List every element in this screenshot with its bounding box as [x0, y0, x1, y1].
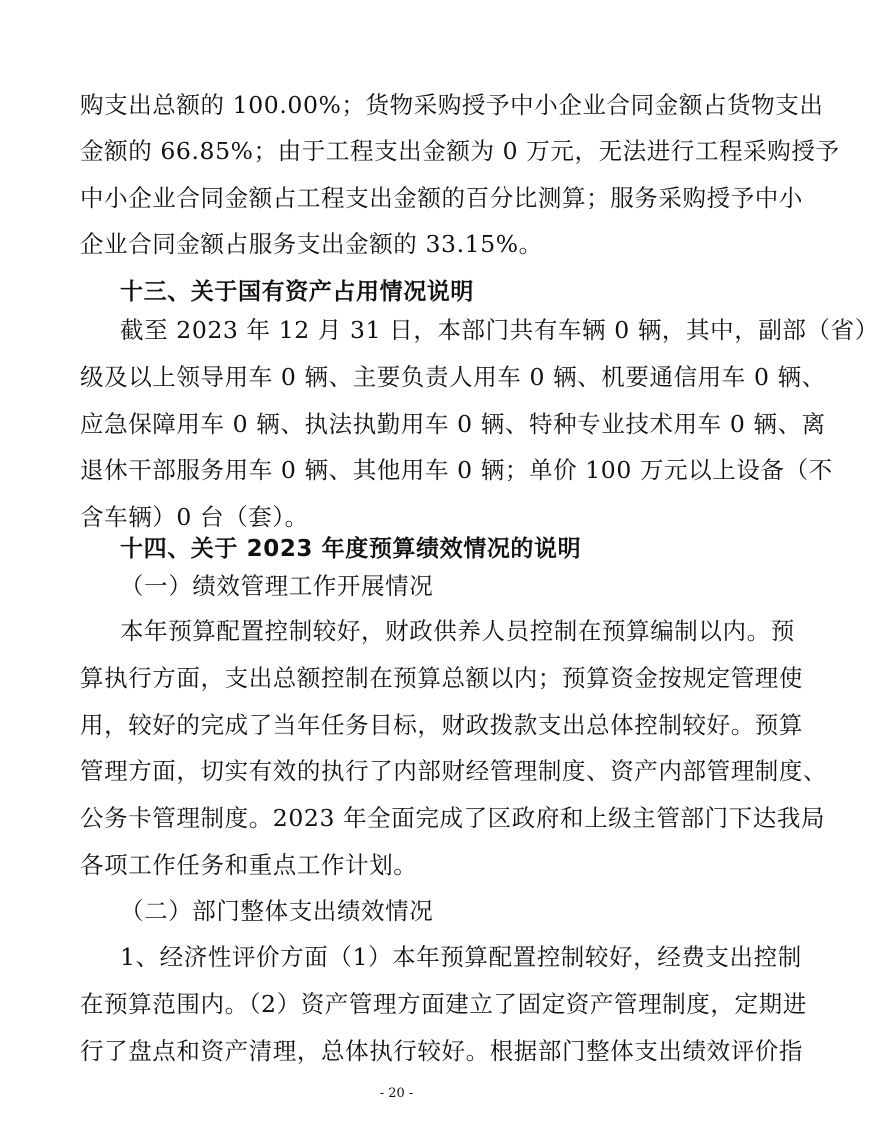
section-heading-13: 十三、关于国有资产占用情况说明 — [120, 279, 474, 305]
paragraph-line: 含车辆）0 台（套）。 — [80, 503, 309, 531]
paragraph-line: 级及以上领导用车 0 辆、主要负责人用车 0 辆、机要通信用车 0 辆、 — [80, 363, 826, 391]
subsection-heading-2: （二）部门整体支出绩效情况 — [120, 897, 434, 925]
paragraph-line: 行了盘点和资产清理，总体执行较好。根据部门整体支出绩效评价指 — [80, 1037, 803, 1065]
paragraph-line: 应急保障用车 0 辆、执法执勤用车 0 辆、特种专业技术用车 0 辆、离 — [80, 410, 826, 438]
section-heading-14: 十四、关于 2023 年度预算绩效情况的说明 — [120, 536, 582, 562]
paragraph-line: 购支出总额的 100.00%；货物采购授予中小企业合同金额占货物支出 — [80, 91, 824, 119]
paragraph-line: 算执行方面，支出总额控制在预算总额以内；预算资金按规定管理使 — [80, 664, 803, 692]
paragraph-line: 中小企业合同金额占工程支出金额的百分比测算；服务采购授予中小 — [80, 184, 803, 212]
paragraph-line: 企业合同金额占服务支出金额的 33.15%。 — [80, 230, 543, 258]
paragraph-line: 退休干部服务用车 0 辆、其他用车 0 辆；单价 100 万元以上设备（不 — [80, 456, 833, 484]
paragraph-line: 管理方面，切实有效的执行了内部财经管理制度、资产内部管理制度、 — [80, 757, 828, 785]
paragraph-line: 本年预算配置控制较好，财政供养人员控制在预算编制以内。预 — [120, 617, 795, 645]
paragraph-line: 公务卡管理制度。2023 年全面完成了区政府和上级主管部门下达我局 — [80, 804, 826, 832]
page-number: - 20 - — [379, 1086, 414, 1101]
paragraph-line: 1、经济性评价方面（1）本年预算配置控制较好，经费支出控制 — [120, 943, 802, 971]
paragraph-line: 在预算范围内。（2）资产管理方面建立了固定资产管理制度，定期进 — [80, 990, 807, 1018]
paragraph-line: 用，较好的完成了当年任务目标，财政拨款支出总体控制较好。预算 — [80, 711, 803, 739]
paragraph-line: 各项工作任务和重点工作计划。 — [80, 851, 418, 879]
subsection-heading-1: （一）绩效管理工作开展情况 — [120, 572, 434, 600]
paragraph-line: 截至 2023 年 12 月 31 日，本部门共有车辆 0 辆，其中，副部（省） — [120, 316, 879, 344]
paragraph-line: 金额的 66.85%；由于工程支出金额为 0 万元，无法进行工程采购授予 — [80, 137, 840, 165]
